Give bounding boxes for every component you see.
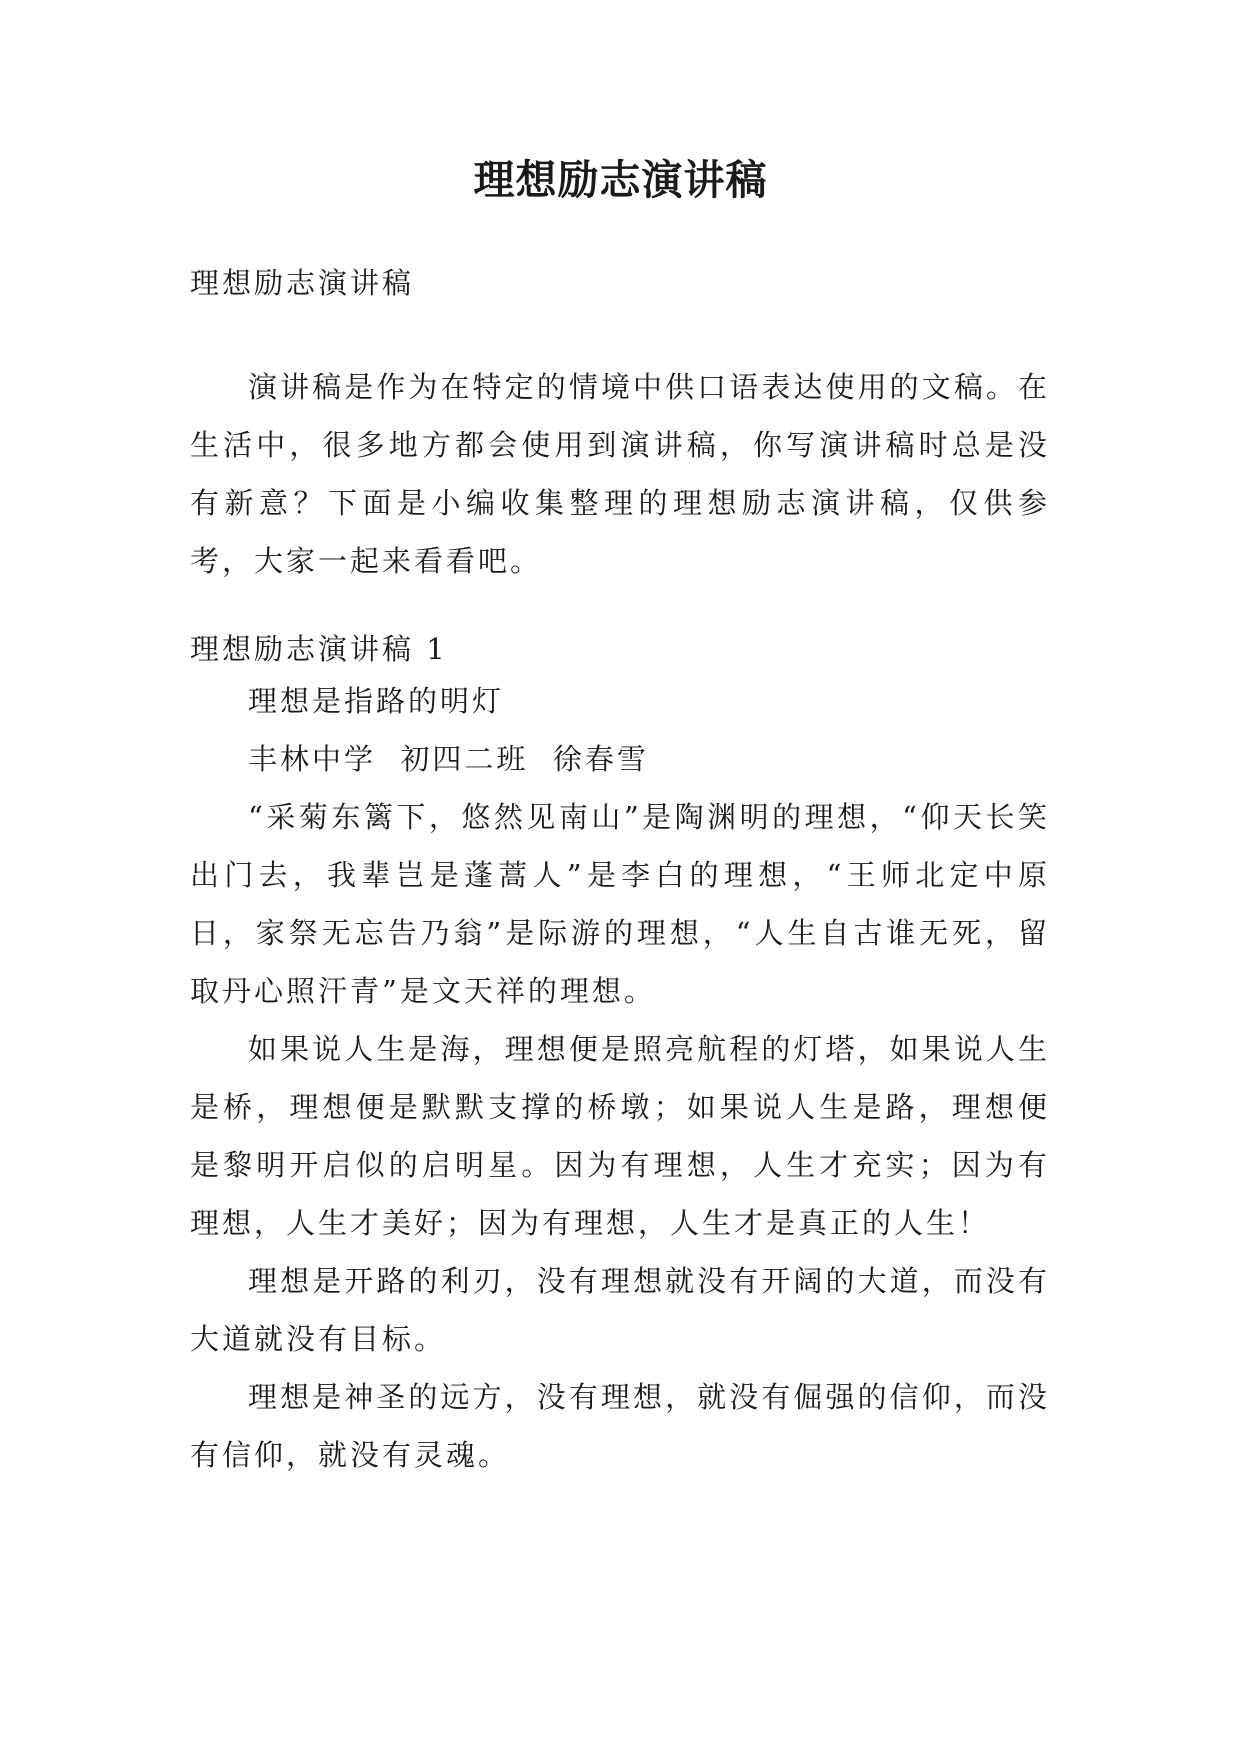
speech-section [190, 672, 1050, 1484]
speech-paragraph: 理想是开路的利刃，没有理想就没有开阔的大道，而没有大道就没有目标。 [190, 1264, 1050, 1356]
speech-author: 丰林中学 初四二班 徐春雪 [248, 742, 649, 776]
intro-section [190, 358, 1050, 590]
document-subtitle: 理想励志演讲稿 [190, 266, 415, 300]
speech-paragraph: 理想是神圣的远方，没有理想，就没有倔强的信仰，而没有信仰，就没有灵魂。 [190, 1380, 1050, 1472]
intro-paragraph: 演讲稿是作为在特定的情境中供口语表达使用的文稿。在生活中，很多地方都会使用到演讲稿，你写演讲稿时总是没有新意？下面是小编收集整理的理想励志演讲稿，仅供参考，大家一起来看看吧。 [190, 370, 1050, 578]
speech-title: 理想是指路的明灯 [248, 684, 505, 718]
section-heading: 理想励志演讲稿 1 [190, 632, 448, 666]
speech-paragraph: “采菊东篱下，悠然见南山”是陶渊明的理想，“仰天长笑出门去，我辈岂是蓬蒿人”是李白的理想，“王师北定中原日，家祭无忘告乃翁”是际游的理想，“人生自古谁无死，留取丹心照汗青”是文天祥的理想。 [190, 800, 1050, 1008]
speech-paragraph: 如果说人生是海，理想便是照亮航程的灯塔，如果说人生是桥，理想便是默默支撑的桥墩；如果说人生是路，理想便是黎明开启似的启明星。因为有理想，人生才充实；因为有理想，人生才美好；因为有理想，人生才是真正的人生！ [190, 1032, 1050, 1240]
document-title: 理想励志演讲稿 [473, 156, 768, 204]
